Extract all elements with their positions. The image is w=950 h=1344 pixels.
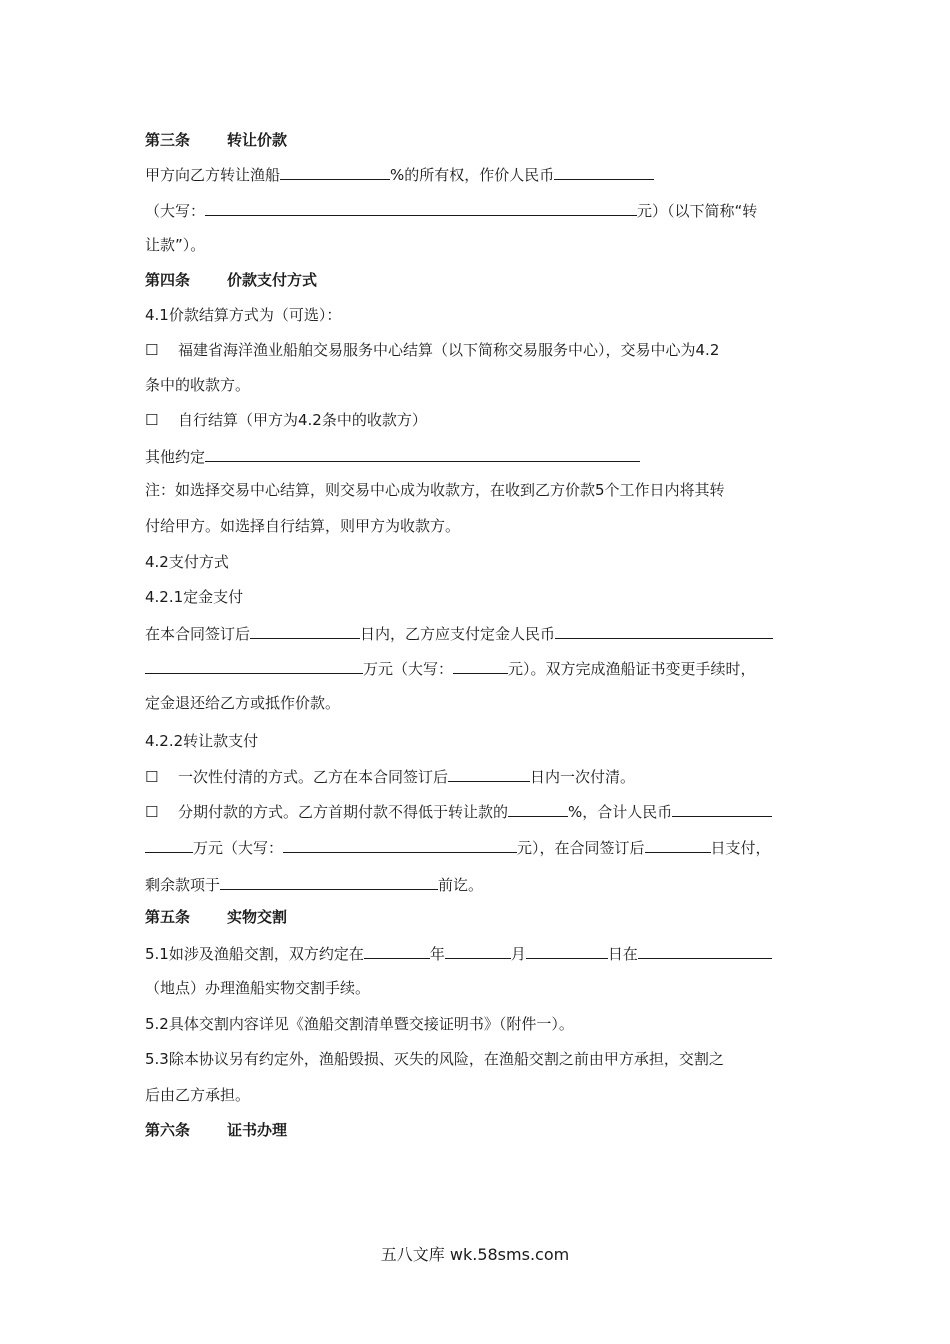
- share-blank: [280, 163, 390, 180]
- checkbox-icon: ☐: [145, 341, 159, 359]
- article-6-heading: 第六条 证书办理: [145, 1121, 288, 1139]
- remaining-date-blank: [220, 873, 438, 890]
- section-5-3-cont: 后由乙方承担。: [145, 1086, 251, 1104]
- deposit-line-3: 定金退还给乙方或抵作价款。: [145, 694, 341, 712]
- section-5-2: 5.2具体交割内容详见《渔船交割清单暨交接证明书》（附件一）。: [145, 1015, 574, 1033]
- section-4-2: 4.2支付方式: [145, 553, 229, 571]
- other-agreement-blank: [205, 445, 640, 462]
- section-5-3: 5.3除本协议另有约定外，渔船毁损、灭失的风险，在渔船交割之前由甲方承担，交割之: [145, 1050, 724, 1068]
- day-blank: [526, 942, 608, 959]
- installment-percent-blank: [508, 800, 568, 817]
- checkbox-icon: ☐: [145, 768, 159, 786]
- article-3-heading: 第三条 转让价款: [145, 131, 288, 149]
- option-trading-center: ☐ 福建省海洋渔业船舶交易服务中心结算（以下简称交易服务中心），交易中心为4.2: [145, 341, 720, 359]
- deposit-days-blank: [250, 622, 360, 639]
- section-4-1: 4.1价款结算方式为（可选）：: [145, 306, 342, 324]
- installment-days-blank: [645, 836, 711, 853]
- price-blank: [554, 163, 654, 180]
- deposit-amount-blank-2: [145, 657, 363, 674]
- lump-sum-days-blank: [448, 765, 530, 782]
- article-5-heading: 第五条 实物交割: [145, 908, 288, 926]
- deposit-amount-blank: [555, 622, 773, 639]
- note-line-2: 付给甲方。如选择自行结算，则甲方为收款方。: [145, 517, 461, 535]
- footer-watermark: 五八文库 wk.58sms.com: [380, 1245, 570, 1264]
- deposit-line-2: 万元（大写： 元）。双方完成渔船证书变更手续时，: [145, 657, 756, 679]
- deposit-uppercase-blank: [453, 657, 508, 674]
- section-5-1: 5.1如涉及渔船交割，双方约定在 年 月 日在: [145, 942, 772, 964]
- deposit-line-1: 在本合同签订后 日内，乙方应支付定金人民币: [145, 622, 773, 644]
- payment-installment: ☐ 分期付款的方式。乙方首期付款不得低于转让款的 %，合计人民币: [145, 800, 772, 822]
- section-5-1-cont: （地点）办理渔船实物交割手续。: [145, 979, 371, 997]
- article-4-heading: 第四条 价款支付方式: [145, 271, 318, 289]
- payment-installment-line-3: 剩余款项于 前讫。: [145, 873, 483, 895]
- section-4-2-2: 4.2.2转让款支付: [145, 732, 259, 750]
- price-uppercase-blank: [205, 199, 637, 216]
- installment-amount-blank: [672, 800, 772, 817]
- checkbox-icon: ☐: [145, 803, 159, 821]
- section-4-2-1: 4.2.1定金支付: [145, 588, 244, 606]
- transfer-price-line-1: 甲方向乙方转让渔船 %的所有权，作价人民币: [145, 163, 654, 185]
- month-blank: [445, 942, 511, 959]
- transfer-price-line-3: 让款”）。: [145, 236, 206, 254]
- other-agreement: 其他约定: [145, 445, 640, 467]
- year-blank: [364, 942, 430, 959]
- option-trading-center-cont: 条中的收款方。: [145, 376, 251, 394]
- option-self-settlement: ☐ 自行结算（甲方为4.2条中的收款方）: [145, 411, 427, 429]
- location-blank: [638, 942, 772, 959]
- checkbox-icon: ☐: [145, 411, 159, 429]
- transfer-price-line-2: （大写： 元）（以下简称“转: [145, 199, 757, 221]
- note-line-1: 注：如选择交易中心结算，则交易中心成为收款方，在收到乙方价款5个工作日内将其转: [145, 481, 725, 499]
- payment-lump-sum: ☐ 一次性付清的方式。乙方在本合同签订后 日内一次付清。: [145, 765, 635, 787]
- payment-installment-line-2: 万元（大写： 元），在合同签订后 日支付，: [145, 836, 771, 858]
- installment-amount-blank-2: [145, 836, 193, 853]
- installment-uppercase-blank: [283, 836, 517, 853]
